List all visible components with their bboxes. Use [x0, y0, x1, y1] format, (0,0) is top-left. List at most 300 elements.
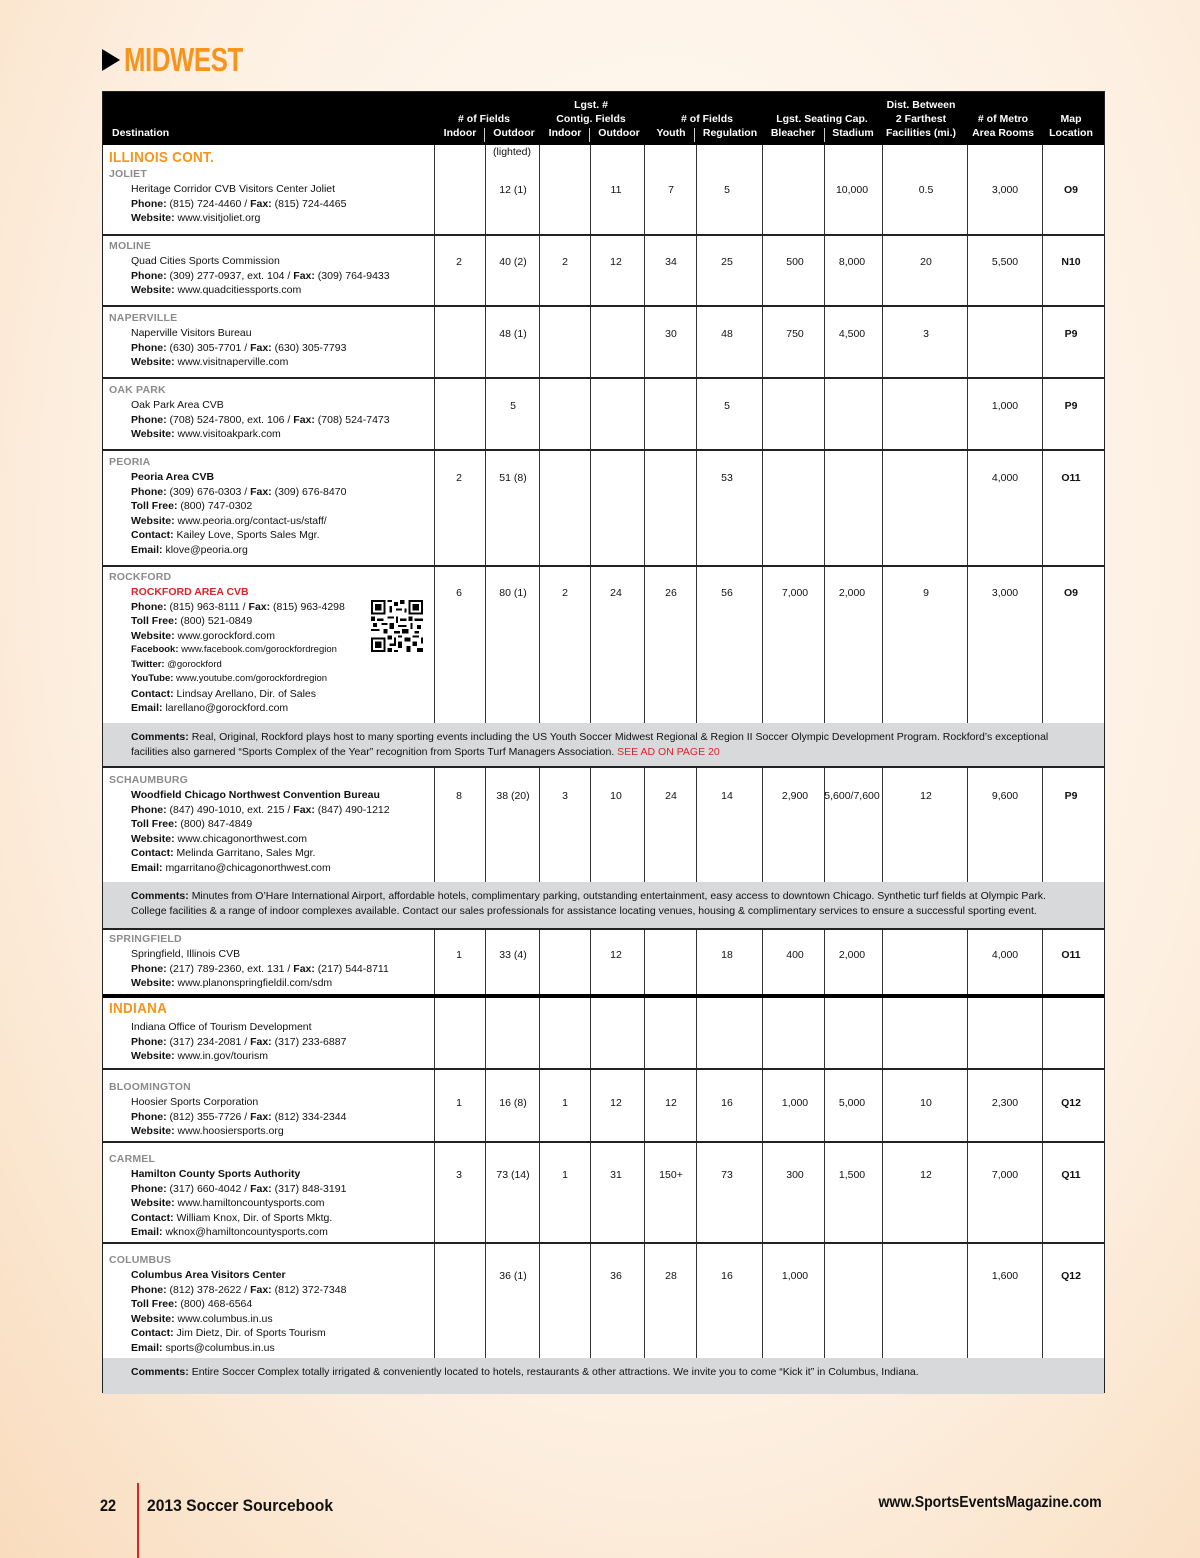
- entry-fax: (317) 233-6887: [274, 1035, 347, 1048]
- header-metro-1: # of Metro: [977, 113, 1029, 125]
- phone-label: Phone:: [131, 1035, 167, 1048]
- header-dist-1: Dist. Between: [886, 99, 956, 111]
- organization-name: Woodfield Chicago Northwest Convention Bureau: [131, 789, 380, 801]
- facility-value: 24: [665, 790, 677, 802]
- entry-website[interactable]: www.columbus.in.us: [177, 1312, 273, 1325]
- destination-entry: [131, 1268, 346, 1355]
- entry-phone-line: Phone: (847) 490-1010, ext. 215 / Fax: (847) 490-1212: [131, 803, 390, 816]
- fax-label: Fax:: [250, 1035, 272, 1048]
- row-divider: [103, 305, 1104, 307]
- destination-entry: [131, 947, 389, 991]
- facility-value: 3: [562, 790, 568, 802]
- facility-value: 34: [665, 256, 677, 268]
- see-ad-link[interactable]: SEE AD ON PAGE 20: [617, 746, 720, 758]
- facility-value: 80 (1): [499, 587, 527, 599]
- entry-website[interactable]: www.hamiltoncountysports.com: [177, 1197, 325, 1209]
- facility-value: 4,000: [991, 472, 1019, 484]
- comments-body: Entire Soccer Complex totally irrigated & conveniently located to hotels, restaurants & other attractions. We invite you to come “Kick it” in Columbus, Indiana.: [191, 1366, 919, 1378]
- entry-fax: (317) 848-3191: [274, 1182, 347, 1195]
- map-location: Q12: [1061, 1097, 1081, 1109]
- website-link[interactable]: www.SportsEventsMagazine.com: [878, 1494, 1102, 1511]
- facility-value: 12: [610, 949, 622, 961]
- facility-value: 28: [665, 1270, 677, 1282]
- entry-fax: (309) 764-9433: [317, 269, 390, 282]
- organization-name: Peoria Area CVB: [131, 471, 215, 483]
- entry-website-line: [131, 629, 345, 644]
- entry-website[interactable]: www.visitnaperville.com: [177, 356, 289, 368]
- facility-value: 38 (20): [496, 790, 530, 802]
- entry-twitter-label: Twitter:: [131, 658, 165, 670]
- column-divider: [590, 145, 591, 1394]
- map-location: Q11: [1061, 1169, 1081, 1181]
- entry-phone-line: Phone: (812) 355-7726 / Fax: (812) 334-2344: [131, 1110, 347, 1123]
- entry-fax: (309) 676-8470: [274, 485, 347, 498]
- entry-website-label: Website:: [131, 356, 175, 368]
- facility-value: 1,000: [991, 400, 1019, 412]
- destination-entry: [131, 254, 390, 298]
- phone-label: Phone:: [131, 962, 167, 975]
- header-stadium: Stadium: [832, 127, 874, 139]
- facility-value: 1,600: [991, 1270, 1019, 1282]
- comments-label: Comments:: [131, 1366, 189, 1378]
- entry-website[interactable]: www.peoria.org/contact-us/staff/: [177, 514, 327, 527]
- facility-value: 12 (1): [499, 184, 527, 196]
- entry-website-label: Website:: [131, 212, 175, 224]
- entry-email[interactable]: larellano@gorockford.com: [165, 702, 289, 714]
- entry-tollfree-label: Toll Free:: [131, 1298, 178, 1310]
- facility-value: 26: [665, 587, 677, 599]
- header-metro-2: Area Rooms: [972, 127, 1034, 139]
- row-divider: [103, 1242, 1104, 1244]
- header-indoor: Indoor: [443, 127, 477, 139]
- entry-tollfree-line: [131, 1297, 346, 1312]
- entry-phone: (812) 355-7726: [169, 1110, 242, 1123]
- facility-value: 1,000: [781, 1097, 809, 1109]
- entry-contact-label: Contact:: [131, 529, 174, 541]
- entry-contact: Lindsay Arellano, Dir. of Sales: [176, 687, 317, 700]
- organization-name: Naperville Visitors Bureau: [131, 327, 252, 339]
- entry-contact-line: [131, 1326, 346, 1341]
- entry-email[interactable]: sports@columbus.in.us: [165, 1341, 275, 1354]
- facility-value: 3: [456, 1169, 462, 1181]
- entry-website[interactable]: www.quadcitiessports.com: [177, 284, 302, 296]
- entry-phone-line: Phone: (217) 789-2360, ext. 131 / Fax: (217) 544-8711: [131, 962, 389, 975]
- comments-body: Minutes from O’Hare International Airport, affordable hotels, complimentary parking, outstanding entertainment, easy access to downtown Chicago. Synthetic turf fields at Olympic Park. College facilities & a range of indoor complexes available. Contact our sales professionals for assistance locating venues, housing & complimentary services to ensure a successful sporting event.: [131, 890, 1046, 917]
- header-lgst-indoor: Indoor: [548, 127, 582, 139]
- entry-website-label: Website:: [131, 1312, 175, 1325]
- entry-tollfree: (800) 468-6564: [180, 1298, 253, 1310]
- city-label: NAPERVILLE: [109, 312, 178, 324]
- entry-website-label: Website:: [131, 428, 175, 440]
- fax-label: Fax:: [250, 1283, 272, 1296]
- entry-email-line: [131, 701, 345, 716]
- comments-text: [131, 730, 1081, 760]
- city-label: JOLIET: [109, 168, 147, 180]
- row-divider: [103, 994, 1104, 998]
- facility-value: 5,000: [838, 1097, 866, 1109]
- entry-phone-line: Phone: (317) 660-4042 / Fax: (317) 848-3191: [131, 1182, 347, 1195]
- entry-website-label: Website:: [131, 284, 175, 296]
- entry-website[interactable]: www.visitoakpark.com: [177, 428, 281, 440]
- entry-website[interactable]: www.hoosiersports.org: [177, 1125, 284, 1137]
- region-title: MIDWEST: [124, 41, 243, 78]
- facility-value: 10: [920, 1097, 932, 1109]
- header-map-2: Location: [1049, 127, 1093, 139]
- entry-contact-line: [131, 528, 346, 543]
- entry-fax: (630) 305-7793: [274, 341, 347, 354]
- fax-label: Fax:: [250, 341, 272, 354]
- facility-value: 1: [456, 1097, 462, 1109]
- comments-text: [131, 1365, 1081, 1380]
- entry-website-line: [131, 1049, 346, 1064]
- facility-value: 5: [724, 184, 730, 196]
- facility-value: 3,000: [991, 587, 1019, 599]
- entry-phone-line: Phone: (815) 963-8111 / Fax: (815) 963-4298: [131, 600, 345, 613]
- header-lgst-2: Contig. Fields: [556, 113, 626, 125]
- entry-website-line: [131, 1124, 346, 1139]
- entry-email-line: [131, 543, 346, 558]
- column-divider: [434, 145, 435, 1394]
- entry-website-line: [131, 1312, 346, 1327]
- entry-contact-label: Contact:: [131, 847, 174, 859]
- row-divider: [103, 377, 1104, 379]
- column-divider: [539, 145, 540, 1394]
- facility-value: 2,300: [991, 1097, 1019, 1109]
- entry-phone-line: Phone: (815) 724-4460 / Fax: (815) 724-4465: [131, 197, 347, 210]
- facility-value: 2,000: [838, 587, 866, 599]
- entry-phone: (309) 676-0303: [169, 485, 242, 498]
- fax-label: Fax:: [293, 269, 315, 282]
- organization-name: Heritage Corridor CVB Visitors Center Joliet: [131, 183, 336, 195]
- comments-label: Comments:: [131, 731, 189, 743]
- entry-facebook-label: Facebook:: [131, 644, 179, 655]
- map-location: P9: [1064, 400, 1078, 412]
- facility-value: 5,600/7,600: [824, 790, 880, 802]
- entry-website[interactable]: www.in.gov/tourism: [177, 1050, 268, 1062]
- column-divider: [762, 145, 763, 1394]
- facility-value: 56: [721, 587, 733, 599]
- entry-contact-label: Contact:: [131, 687, 174, 700]
- facility-value: 1,500: [838, 1169, 866, 1181]
- city-label: BLOOMINGTON: [109, 1081, 191, 1093]
- city-label: SPRINGFIELD: [109, 933, 182, 945]
- column-divider: [696, 145, 697, 1394]
- facility-value: 7,000: [781, 587, 809, 599]
- city-label: SCHAUMBURG: [109, 774, 188, 786]
- column-divider: [485, 145, 486, 1394]
- entry-twitter[interactable]: @gorockford: [167, 658, 222, 670]
- entry-phone: (630) 305-7701: [169, 341, 242, 354]
- entry-tollfree-label: Toll Free:: [131, 615, 178, 627]
- entry-email-line: [131, 1341, 346, 1356]
- destination-entry: [131, 1020, 346, 1064]
- organization-name: Hamilton County Sports Authority: [131, 1168, 301, 1180]
- facility-value: 0.5: [918, 184, 934, 196]
- entry-phone-line: Phone: (309) 676-0303 / Fax: (309) 676-8470: [131, 485, 347, 498]
- entry-email-label: Email:: [131, 1341, 163, 1354]
- entry-website[interactable]: www.gorockford.com: [177, 629, 275, 642]
- table-header: [103, 92, 1104, 145]
- row-divider: [103, 1141, 1104, 1143]
- facility-value: 48 (1): [499, 328, 527, 340]
- facility-value: 150+: [659, 1169, 683, 1181]
- organization-name: Oak Park Area CVB: [131, 399, 224, 411]
- header-seating: Lgst. Seating Cap.: [776, 113, 868, 125]
- destination-entry: [131, 182, 346, 226]
- map-location: O9: [1063, 587, 1079, 599]
- header-outdoor: Outdoor: [493, 127, 535, 139]
- header-fields: # of Fields: [458, 113, 510, 125]
- entry-email[interactable]: mgarritano@chicagonorthwest.com: [165, 861, 331, 874]
- map-location: O11: [1061, 472, 1081, 484]
- entry-email-label: Email:: [131, 543, 163, 556]
- organization-name: ROCKFORD AREA CVB: [131, 586, 249, 598]
- entry-tollfree-label: Toll Free:: [131, 818, 178, 830]
- facility-value: 5: [510, 400, 516, 412]
- row-divider: [103, 766, 1104, 768]
- entry-contact-line: [131, 687, 345, 702]
- entry-website-line: [131, 976, 389, 991]
- footer-divider: [137, 1483, 139, 1558]
- entry-twitter-line: [131, 658, 345, 673]
- entry-fax: (812) 334-2344: [274, 1110, 347, 1123]
- entry-website-label: Website:: [131, 1050, 175, 1062]
- row-divider: [103, 449, 1104, 451]
- entry-email-label: Email:: [131, 861, 163, 874]
- entry-website-line: [131, 355, 346, 370]
- phone-label: Phone:: [131, 485, 167, 498]
- city-label: ROCKFORD: [109, 571, 172, 583]
- entry-website-line: [131, 832, 390, 847]
- header-map-1: Map: [1060, 113, 1082, 125]
- comments-label: Comments:: [131, 890, 189, 902]
- facility-value: 12: [610, 1097, 622, 1109]
- facility-value: 2: [456, 256, 462, 268]
- qr-code-icon: [371, 600, 423, 652]
- header-dist-3: Facilities (mi.): [885, 127, 957, 139]
- entry-website-line: [131, 283, 390, 298]
- entry-contact-label: Contact:: [131, 1211, 174, 1224]
- entry-tollfree-line: [131, 614, 345, 629]
- row-divider: [103, 1068, 1104, 1070]
- phone-label: Phone:: [131, 197, 167, 210]
- facility-value: 53: [721, 472, 733, 484]
- header-lgst-1: Lgst. #: [574, 99, 608, 111]
- map-location: O11: [1061, 949, 1081, 961]
- phone-label: Phone:: [131, 803, 167, 816]
- map-location: O9: [1063, 184, 1079, 196]
- facility-value: 750: [786, 328, 804, 340]
- entry-email-line: [131, 861, 390, 876]
- facility-value: 16: [721, 1270, 733, 1282]
- header-bleacher: Bleacher: [770, 127, 816, 139]
- entry-facebook-line: [131, 643, 345, 658]
- facility-value: 2: [456, 472, 462, 484]
- entry-phone-line: Phone: (309) 277-0937, ext. 104 / Fax: (309) 764-9433: [131, 269, 390, 282]
- facility-value: 48: [721, 328, 733, 340]
- entry-phone-line: Phone: (812) 378-2622 / Fax: (812) 372-7348: [131, 1283, 347, 1296]
- entry-fax: (708) 524-7473: [317, 413, 390, 426]
- row-divider: [103, 928, 1104, 930]
- destination-entry: [131, 1167, 346, 1240]
- section-indiana: INDIANA: [109, 1000, 168, 1017]
- facility-value: 400: [786, 949, 804, 961]
- city-label: CARMEL: [109, 1153, 156, 1165]
- facility-value: 40 (2): [499, 256, 527, 268]
- comments-text: [131, 889, 1081, 919]
- entry-website-label: Website:: [131, 629, 175, 642]
- entry-phone: (815) 963-8111: [169, 600, 240, 613]
- city-label: OAK PARK: [109, 384, 166, 396]
- facility-value: 16 (8): [499, 1097, 527, 1109]
- organization-name: Columbus Area Visitors Center: [131, 1269, 286, 1281]
- organization-name: Hoosier Sports Corporation: [131, 1096, 259, 1108]
- entry-contact-line: [131, 846, 390, 861]
- entry-youtube-line: [131, 672, 345, 687]
- facility-value: 1: [562, 1169, 568, 1181]
- header-youth: Youth: [656, 127, 686, 139]
- facility-value: 12: [920, 790, 932, 802]
- fax-label: Fax:: [250, 1110, 272, 1123]
- entry-email[interactable]: klove@peoria.org: [165, 543, 248, 556]
- facility-value: 25: [721, 256, 733, 268]
- facility-value: 10: [610, 790, 622, 802]
- entry-fax: (847) 490-1212: [317, 803, 390, 816]
- column-divider: [1042, 145, 1043, 1394]
- fax-label: Fax:: [250, 197, 272, 210]
- entry-fax: (217) 544-8711: [317, 962, 389, 975]
- destinations-table: [102, 91, 1105, 1393]
- entry-website-label: Website:: [131, 1197, 175, 1209]
- facility-value: 3: [923, 328, 929, 340]
- city-label: COLUMBUS: [109, 1254, 172, 1266]
- header-destination: Destination: [112, 127, 170, 139]
- column-divider: [967, 145, 968, 1394]
- facility-value: 300: [786, 1169, 804, 1181]
- facility-value: 12: [920, 1169, 932, 1181]
- destination-entry: [131, 1095, 346, 1139]
- facility-value: 7,000: [991, 1169, 1019, 1181]
- facility-value: 11: [610, 184, 622, 196]
- facility-value: 1,000: [781, 1270, 809, 1282]
- entry-contact: Kailey Love, Sports Sales Mgr.: [176, 529, 320, 541]
- organization-name: Quad Cities Sports Commission: [131, 255, 280, 267]
- entry-youtube-label: YouTube:: [131, 673, 174, 684]
- facility-value: 14: [721, 790, 733, 802]
- fax-label: Fax:: [250, 485, 272, 498]
- entry-phone: (815) 724-4460: [169, 197, 242, 210]
- entry-email[interactable]: wknox@hamiltoncountysports.com: [165, 1226, 328, 1238]
- entry-contact-line: [131, 1211, 346, 1226]
- facility-value: 73 (14): [496, 1169, 530, 1181]
- phone-label: Phone:: [131, 1283, 167, 1296]
- entry-website[interactable]: www.visitjoliet.org: [177, 212, 261, 224]
- fax-label: Fax:: [248, 600, 271, 613]
- facility-value: 1: [562, 1097, 568, 1109]
- facility-value: 2: [562, 587, 568, 599]
- entry-email-label: Email:: [131, 702, 163, 714]
- fax-label: Fax:: [250, 1182, 272, 1195]
- facility-value: 18: [721, 949, 733, 961]
- entry-email-label: Email:: [131, 1226, 163, 1238]
- facility-value: 500: [786, 256, 804, 268]
- facility-value: 1: [456, 949, 462, 961]
- entry-facebook[interactable]: www.facebook.com/gorockfordregion: [181, 644, 337, 655]
- facility-value: 9: [923, 587, 929, 599]
- city-label: MOLINE: [109, 240, 152, 252]
- entry-website-label: Website:: [131, 977, 175, 989]
- facility-value: 24: [610, 587, 622, 599]
- entry-website-label: Website:: [131, 1125, 175, 1137]
- entry-contact: William Knox, Dir. of Sports Mktg.: [176, 1211, 333, 1224]
- entry-fax: (812) 372-7348: [274, 1283, 347, 1296]
- entry-phone: (847) 490-1010, ext. 215: [169, 803, 285, 816]
- facility-value: 12: [665, 1097, 677, 1109]
- entry-youtube[interactable]: www.youtube.com/gorockfordregion: [176, 673, 328, 684]
- phone-label: Phone:: [131, 600, 167, 613]
- fax-label: Fax:: [293, 803, 315, 816]
- entry-phone-line: Phone: (708) 524-7800, ext. 106 / Fax: (708) 524-7473: [131, 413, 390, 426]
- facility-value: 2,900: [781, 790, 809, 802]
- row-divider: [103, 565, 1104, 567]
- fax-label: Fax:: [293, 962, 315, 975]
- facility-value: 8: [456, 790, 462, 802]
- facility-value: 36 (1): [499, 1270, 527, 1282]
- facility-value: 31: [610, 1169, 622, 1181]
- header-dist-2: 2 Farthest: [895, 113, 947, 125]
- destination-entry: [131, 585, 345, 716]
- facility-value: 2: [562, 256, 568, 268]
- facility-value: 5: [724, 400, 730, 412]
- entry-website-line: [131, 211, 346, 226]
- entry-website[interactable]: www.chicagonorthwest.com: [177, 832, 308, 845]
- entry-website-label: Website:: [131, 832, 175, 845]
- phone-label: Phone:: [131, 269, 167, 282]
- entry-tollfree-label: Toll Free:: [131, 500, 178, 512]
- entry-tollfree-line: [131, 817, 390, 832]
- facility-value: 12: [610, 256, 622, 268]
- facility-value: 30: [665, 328, 677, 340]
- entry-fax: (815) 963-4298: [273, 600, 345, 613]
- entry-tollfree: (800) 847-4849: [180, 818, 253, 830]
- column-divider: [824, 145, 825, 1394]
- entry-website-line: [131, 1196, 346, 1211]
- entry-tollfree: (800) 747-0302: [180, 500, 253, 512]
- lighted-note: (lighted): [493, 146, 531, 158]
- facility-value: 16: [721, 1097, 733, 1109]
- entry-contact-label: Contact:: [131, 1327, 174, 1339]
- map-location: Q12: [1061, 1270, 1081, 1282]
- facility-value: 4,500: [838, 328, 866, 340]
- play-arrow-icon: [102, 49, 120, 71]
- entry-website[interactable]: www.planonspringfieldil.com/sdm: [177, 977, 333, 989]
- region-header: [102, 40, 276, 80]
- organization-name: Indiana Office of Tourism Development: [131, 1021, 312, 1033]
- city-label: PEORIA: [109, 456, 151, 468]
- organization-name: Springfield, Illinois CVB: [131, 948, 241, 960]
- header-fields-2: # of Fields: [681, 113, 733, 125]
- section-illinois: ILLINOIS CONT.: [109, 149, 215, 166]
- entry-phone: (317) 660-4042: [169, 1182, 242, 1195]
- map-location: N10: [1061, 256, 1081, 268]
- facility-value: 9,600: [991, 790, 1019, 802]
- entry-fax: (815) 724-4465: [274, 197, 347, 210]
- facility-value: 6: [456, 587, 462, 599]
- column-divider: [644, 145, 645, 1394]
- entry-website-line: [131, 514, 346, 529]
- facility-value: 3,000: [991, 184, 1019, 196]
- publication-title: 2013 Soccer Sourcebook: [147, 1496, 334, 1515]
